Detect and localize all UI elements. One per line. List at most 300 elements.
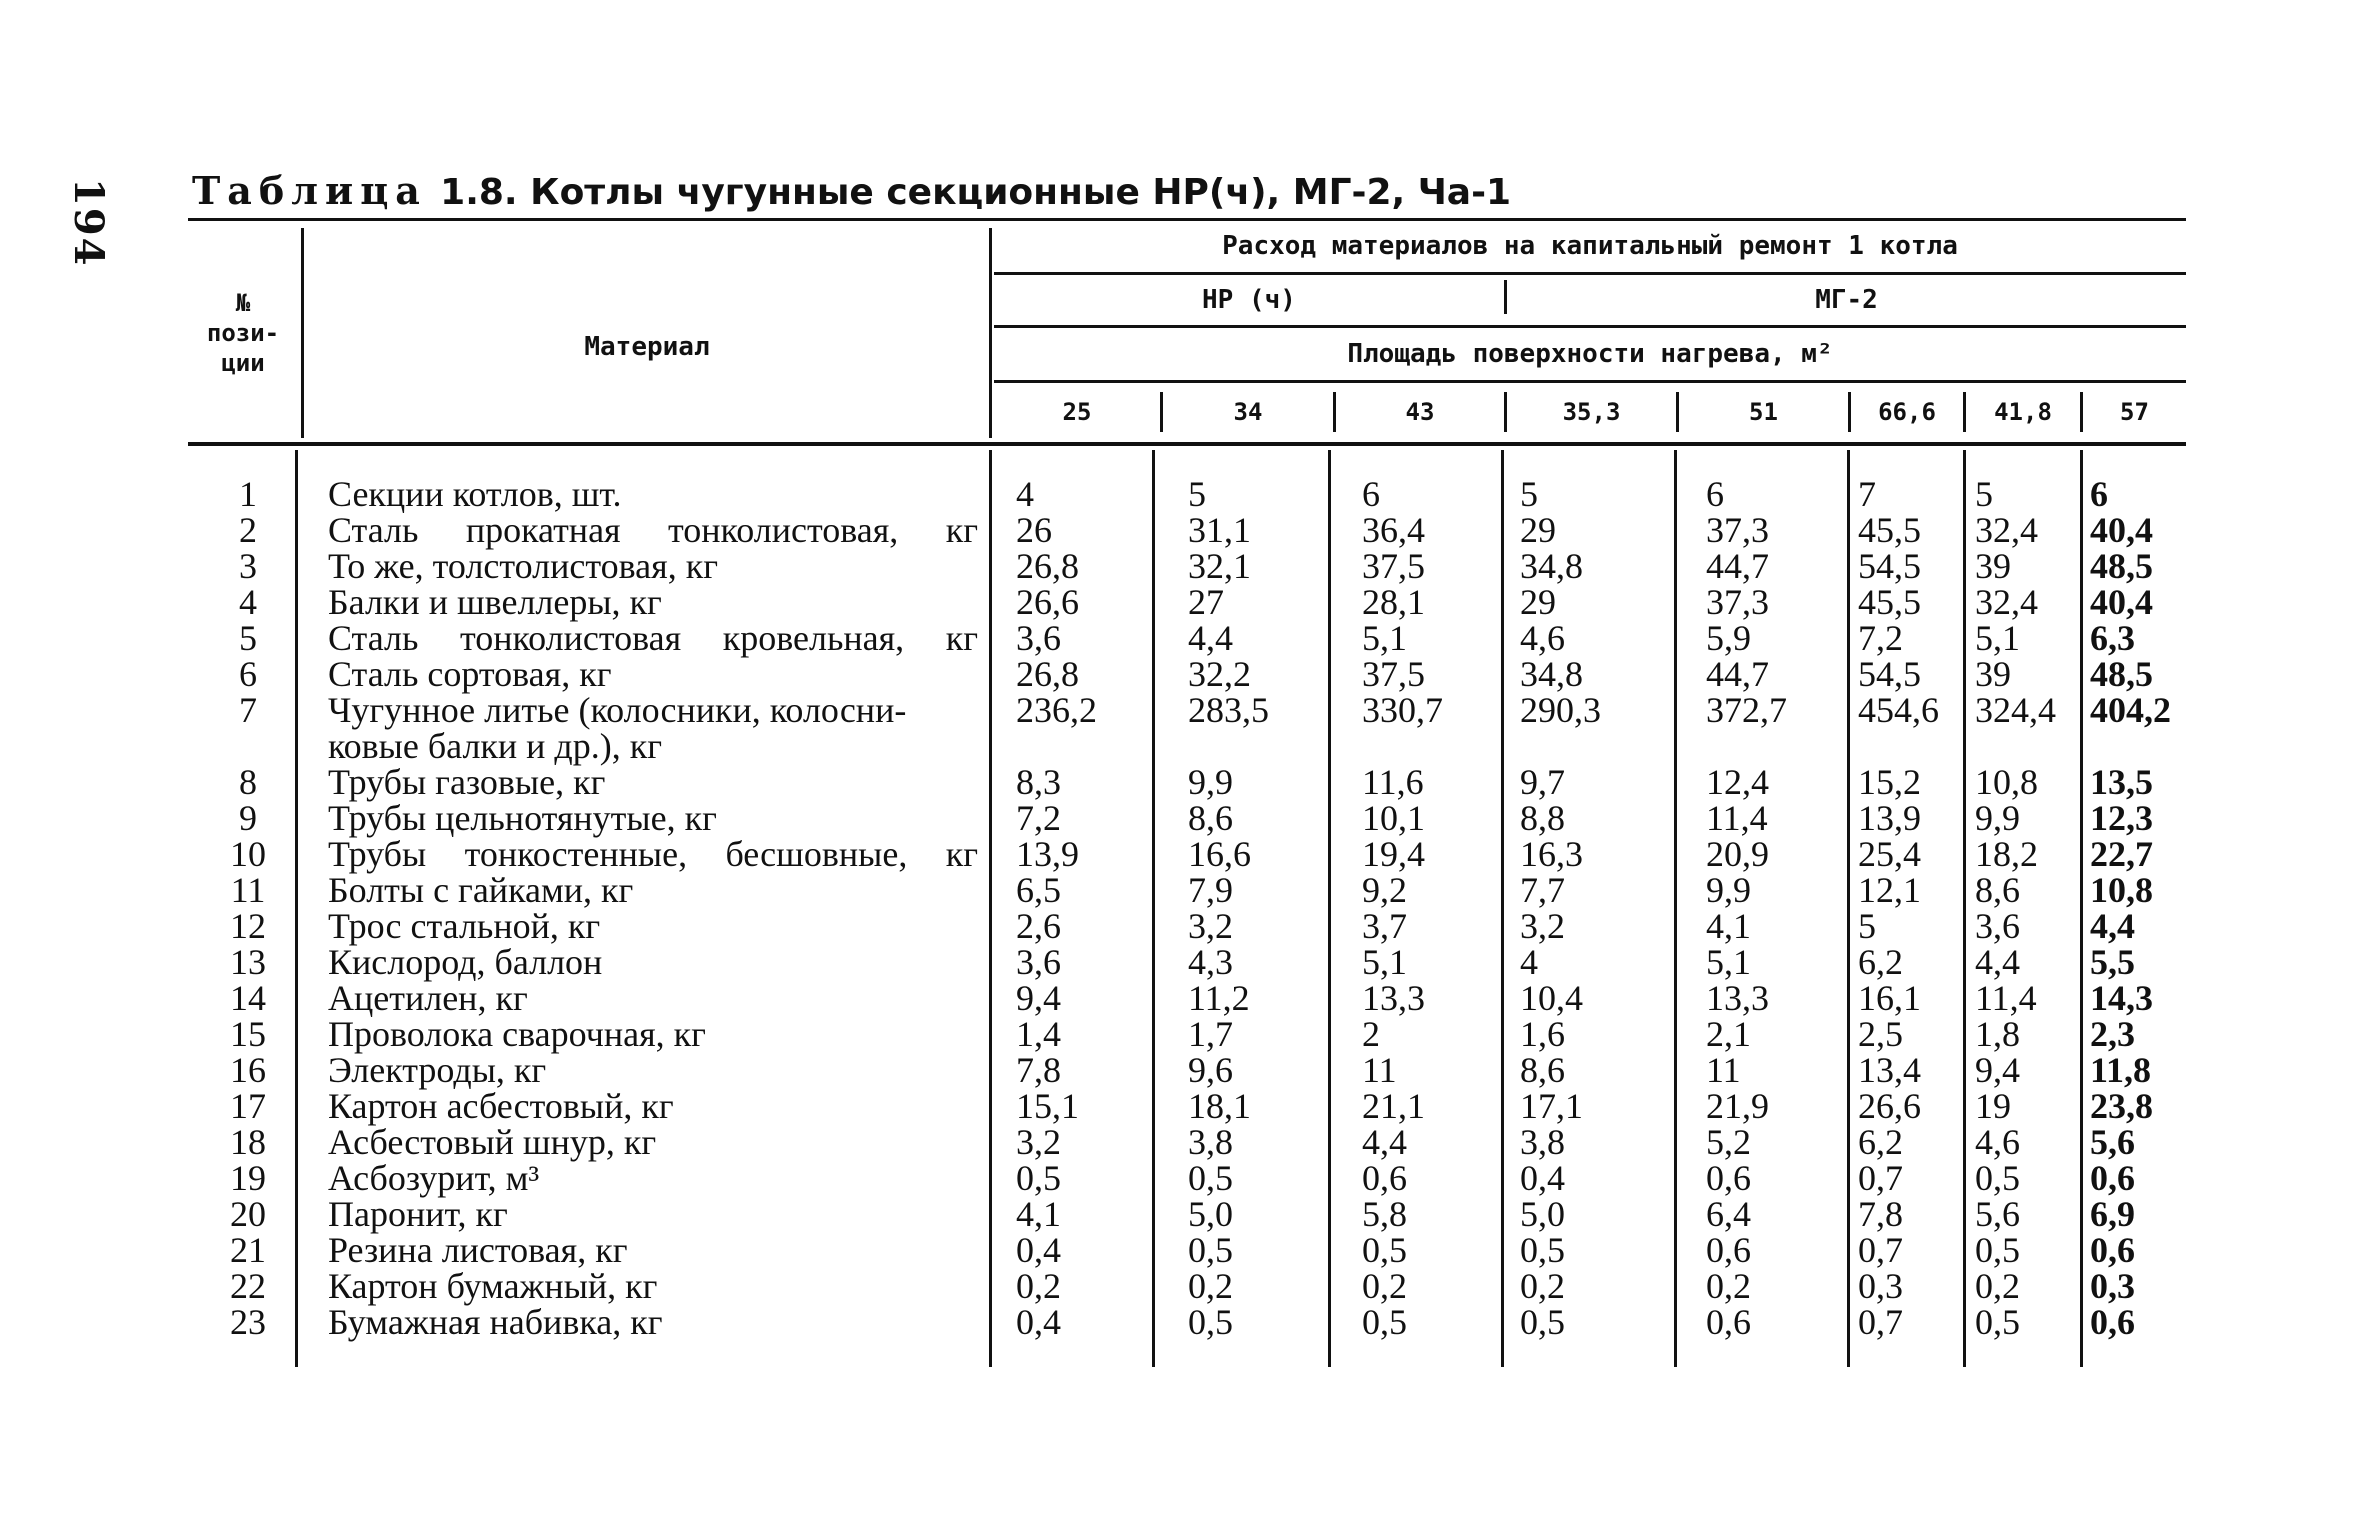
value-cell: 290,3 <box>1520 690 1601 730</box>
value-cell: 2,5 <box>1858 1014 1903 1054</box>
value-cell: 6,2 <box>1858 1122 1903 1162</box>
row-number: 11 <box>230 870 266 910</box>
values-column-51 <box>1706 476 1787 1340</box>
material-word: кг <box>945 834 978 874</box>
header-divider-position <box>301 228 304 438</box>
value-cell: 11,4 <box>1706 798 1768 838</box>
value-cell: 6,3 <box>2090 618 2135 658</box>
header-rule-groups <box>994 325 2186 328</box>
value-cell: 5,6 <box>2090 1122 2135 1162</box>
value-cell: 5,5 <box>2090 942 2135 982</box>
value-cell: 0,5 <box>1520 1230 1565 1270</box>
value-cell: 26,6 <box>1858 1086 1921 1126</box>
material-name <box>328 548 978 584</box>
material-line: Сталь сортовая, кг <box>328 654 612 694</box>
value-cell: 4 <box>1016 474 1034 514</box>
value-cell: 4,4 <box>1362 1122 1407 1162</box>
value-cell: 330,7 <box>1362 690 1443 730</box>
values-column-25 <box>1016 476 1097 1340</box>
value-cell: 5,1 <box>1975 618 2020 658</box>
value-cell: 0,2 <box>1362 1266 1407 1306</box>
value-cell: 5,0 <box>1520 1194 1565 1234</box>
header-position-label <box>188 288 298 378</box>
value-cell: 8,3 <box>1016 762 1061 802</box>
material-word: кг <box>945 618 978 658</box>
material-line: Кислород, баллон <box>328 942 603 982</box>
value-cell: 7,9 <box>1188 870 1233 910</box>
value-cell: 0,5 <box>1188 1230 1233 1270</box>
header-area-6: 66,6 <box>1878 398 1936 426</box>
value-cell: 39 <box>1975 546 2011 586</box>
values-column-35-3 <box>1520 476 1601 1340</box>
value-cell: 283,5 <box>1188 690 1269 730</box>
value-cell: 4,6 <box>1520 618 1565 658</box>
value-cell: 18,1 <box>1188 1086 1251 1126</box>
value-cell: 5,0 <box>1188 1194 1233 1234</box>
value-cell: 0,3 <box>2090 1266 2135 1306</box>
value-cell: 9,9 <box>1188 762 1233 802</box>
value-cell: 20,9 <box>1706 834 1769 874</box>
value-cell: 44,7 <box>1706 546 1769 586</box>
value-cell: 32,4 <box>1975 582 2038 622</box>
header-position-line-3: ции <box>221 349 265 377</box>
material-word: бесшовные, <box>725 834 908 874</box>
value-cell: 37,5 <box>1362 546 1425 586</box>
value-cell: 6,2 <box>1858 942 1903 982</box>
value-cell: 5 <box>1188 474 1206 514</box>
material-word: Трубы <box>328 834 427 874</box>
material-name <box>328 944 978 980</box>
value-cell: 4,4 <box>1975 942 2020 982</box>
row-number: 10 <box>230 834 266 874</box>
material-line: Электроды, кг <box>328 1050 547 1090</box>
value-cell: 12,1 <box>1858 870 1921 910</box>
value-cell: 13,3 <box>1706 978 1769 1018</box>
value-cell: 45,5 <box>1858 582 1921 622</box>
value-cell: 15,1 <box>1016 1086 1079 1126</box>
material-word: тонколистовая <box>459 618 682 658</box>
header-material-label: Материал <box>584 332 710 362</box>
row-number: 22 <box>230 1266 266 1306</box>
material-name <box>328 1088 978 1124</box>
header-area-2: 34 <box>1233 398 1263 426</box>
material-name <box>328 1124 978 1160</box>
value-cell: 10,1 <box>1362 798 1425 838</box>
values-column-66-6 <box>1858 476 1939 1340</box>
value-cell: 2 <box>1362 1014 1380 1054</box>
row-number: 9 <box>239 798 257 838</box>
value-cell: 0,2 <box>1975 1266 2020 1306</box>
value-cell: 5,6 <box>1975 1194 2020 1234</box>
value-cell: 3,2 <box>1016 1122 1061 1162</box>
value-cell: 32,2 <box>1188 654 1251 694</box>
value-cell: 21,9 <box>1706 1086 1769 1126</box>
row-number: 1 <box>239 474 257 514</box>
body-divider-col-4 <box>1674 450 1677 1367</box>
material-name <box>328 656 978 692</box>
header-area-5: 51 <box>1749 398 1778 426</box>
value-cell: 3,2 <box>1520 906 1565 946</box>
value-cell: 0,2 <box>1016 1266 1061 1306</box>
value-cell: 7,8 <box>1858 1194 1903 1234</box>
material-name <box>328 764 978 800</box>
body-divider-col-7 <box>2080 450 2083 1367</box>
row-number: 20 <box>230 1194 266 1234</box>
value-cell: 6 <box>1362 474 1380 514</box>
row-number: 14 <box>230 978 266 1018</box>
body-divider-material <box>989 450 992 1367</box>
value-cell: 6,9 <box>2090 1194 2135 1234</box>
header-position-line-1: № <box>235 289 251 317</box>
value-cell: 0,5 <box>1016 1158 1061 1198</box>
header-position-line-2: пози- <box>206 319 280 347</box>
value-cell: 12,3 <box>2090 798 2153 838</box>
value-cell: 0,2 <box>1520 1266 1565 1306</box>
value-cell: 236,2 <box>1016 690 1097 730</box>
value-cell: 48,5 <box>2090 654 2153 694</box>
value-cell: 0,6 <box>2090 1158 2135 1198</box>
header-divider-material <box>989 228 992 438</box>
value-cell: 17,1 <box>1520 1086 1583 1126</box>
material-column <box>328 476 978 1340</box>
row-number: 15 <box>230 1014 266 1054</box>
value-cell: 6,4 <box>1706 1194 1751 1234</box>
row-number: 4 <box>239 582 257 622</box>
header-bottom-rule <box>188 442 2186 446</box>
row-number: 8 <box>239 762 257 802</box>
row-number: 6 <box>239 654 257 694</box>
material-name <box>328 476 978 512</box>
value-cell: 4,4 <box>1188 618 1233 658</box>
value-cell: 9,6 <box>1188 1050 1233 1090</box>
row-number: 16 <box>230 1050 266 1090</box>
value-cell: 6,5 <box>1016 870 1061 910</box>
value-cell: 0,6 <box>2090 1302 2135 1342</box>
material-name <box>328 1268 978 1304</box>
value-cell: 4,1 <box>1016 1194 1061 1234</box>
value-cell: 28,1 <box>1362 582 1425 622</box>
value-cell: 40,4 <box>2090 510 2153 550</box>
material-line: Асбозурит, м³ <box>328 1158 540 1198</box>
value-cell: 32,4 <box>1975 510 2038 550</box>
value-cell: 4,3 <box>1188 942 1233 982</box>
row-number: 13 <box>230 942 266 982</box>
header-consumption-label: Расход материалов на капитальный ремонт 1 котла <box>1222 231 1958 261</box>
value-cell: 25,4 <box>1858 834 1921 874</box>
row-number: 2 <box>239 510 257 550</box>
material-word: прокатная <box>465 510 621 550</box>
row-number: 7 <box>239 690 257 730</box>
material-name <box>328 584 978 620</box>
value-cell: 454,6 <box>1858 690 1939 730</box>
page-number: 194 <box>65 178 112 268</box>
material-line: Резина листовая, кг <box>328 1230 628 1270</box>
value-cell: 5,8 <box>1362 1194 1407 1234</box>
value-cell: 0,5 <box>1362 1230 1407 1270</box>
value-cell: 0,5 <box>1362 1302 1407 1342</box>
value-cell: 0,5 <box>1188 1302 1233 1342</box>
value-cell: 13,9 <box>1858 798 1921 838</box>
value-cell: 26,8 <box>1016 654 1079 694</box>
value-cell: 8,6 <box>1520 1050 1565 1090</box>
row-number: 12 <box>230 906 266 946</box>
value-cell: 8,6 <box>1188 798 1233 838</box>
material-word: кг <box>945 510 978 550</box>
value-cell: 32,1 <box>1188 546 1251 586</box>
value-cell: 2,1 <box>1706 1014 1751 1054</box>
material-name <box>328 836 978 872</box>
material-name <box>328 1232 978 1268</box>
value-cell: 0,4 <box>1016 1230 1061 1270</box>
value-cell: 7,7 <box>1520 870 1565 910</box>
material-word: кровельная, <box>722 618 905 658</box>
row-number: 3 <box>239 546 257 586</box>
value-cell: 39 <box>1975 654 2011 694</box>
value-cell: 54,5 <box>1858 654 1921 694</box>
material-word: тонколистовая, <box>668 510 899 550</box>
values-column-41-8 <box>1975 476 2056 1340</box>
value-cell: 404,2 <box>2090 690 2171 730</box>
value-cell: 5 <box>1858 906 1876 946</box>
material-line: ковые балки и др.), кг <box>328 726 662 766</box>
material-line: Картон асбестовый, кг <box>328 1086 674 1126</box>
value-cell: 4 <box>1520 942 1538 982</box>
value-cell: 0,5 <box>1975 1230 2020 1270</box>
value-cell: 18,2 <box>1975 834 2038 874</box>
row-number: 19 <box>230 1158 266 1198</box>
value-cell: 9,9 <box>1975 798 2020 838</box>
material-name <box>328 1160 978 1196</box>
value-cell: 0,5 <box>1975 1158 2020 1198</box>
value-cell: 37,3 <box>1706 510 1769 550</box>
value-cell: 9,4 <box>1016 978 1061 1018</box>
value-cell: 0,5 <box>1520 1302 1565 1342</box>
value-cell: 0,6 <box>1362 1158 1407 1198</box>
header-area-label: Площадь поверхности нагрева, м² <box>1347 339 1833 369</box>
values-column-57 <box>2090 476 2171 1340</box>
value-cell: 5,9 <box>1706 618 1751 658</box>
value-cell: 9,2 <box>1362 870 1407 910</box>
value-cell: 13,9 <box>1016 834 1079 874</box>
value-cell: 6 <box>2090 474 2108 514</box>
material-name <box>328 872 978 908</box>
material-line: Ацетилен, кг <box>328 978 528 1018</box>
caption-prefix: Таблица <box>192 168 427 213</box>
value-cell: 0,4 <box>1016 1302 1061 1342</box>
value-cell: 0,6 <box>1706 1302 1751 1342</box>
value-cell: 11,6 <box>1362 762 1424 802</box>
material-name <box>328 1304 978 1340</box>
value-cell: 324,4 <box>1975 690 2056 730</box>
material-name <box>328 1052 978 1088</box>
value-cell: 11 <box>1362 1050 1397 1090</box>
header-group-hr: НР (ч) <box>1202 285 1296 315</box>
value-cell: 8,8 <box>1520 798 1565 838</box>
value-cell: 0,2 <box>1706 1266 1751 1306</box>
value-cell: 5,2 <box>1706 1122 1751 1162</box>
table-caption <box>192 168 1511 213</box>
value-cell: 3,8 <box>1520 1122 1565 1162</box>
material-line: То же, толстолистовая, кг <box>328 546 718 586</box>
position-number-column <box>213 476 283 1340</box>
value-cell: 21,1 <box>1362 1086 1425 1126</box>
header-area-1: 25 <box>1062 398 1092 426</box>
table-top-rule <box>188 218 2186 221</box>
row-number: 21 <box>230 1230 266 1270</box>
value-cell: 34,8 <box>1520 654 1583 694</box>
material-line: Бумажная набивка, кг <box>328 1302 663 1342</box>
body-divider-col-5 <box>1847 450 1850 1367</box>
material-name <box>328 800 978 836</box>
value-cell: 26,6 <box>1016 582 1079 622</box>
material-name <box>328 1196 978 1232</box>
value-cell: 48,5 <box>2090 546 2153 586</box>
value-cell: 1,4 <box>1016 1014 1061 1054</box>
value-cell: 4,1 <box>1706 906 1751 946</box>
value-cell: 7,2 <box>1016 798 1061 838</box>
material-word: Сталь <box>328 618 419 658</box>
row-number: 17 <box>230 1086 266 1126</box>
material-name <box>328 908 978 944</box>
header-area-7: 41,8 <box>1994 398 2052 426</box>
value-cell: 22,7 <box>2090 834 2153 874</box>
value-cell: 1,6 <box>1520 1014 1565 1054</box>
value-cell: 26 <box>1016 510 1052 550</box>
material-line: Асбестовый шнур, кг <box>328 1122 657 1162</box>
material-name <box>328 512 978 548</box>
material-line: Балки и швеллеры, кг <box>328 582 662 622</box>
value-cell: 13,5 <box>2090 762 2153 802</box>
material-name <box>328 980 978 1016</box>
header-rule-area <box>994 380 2186 383</box>
material-name <box>328 692 978 764</box>
value-cell: 16,3 <box>1520 834 1583 874</box>
material-word: Сталь <box>328 510 419 550</box>
value-cell: 7 <box>1858 474 1876 514</box>
value-cell: 372,7 <box>1706 690 1787 730</box>
value-cell: 15,2 <box>1858 762 1921 802</box>
value-cell: 3,6 <box>1016 942 1061 982</box>
value-cell: 0,5 <box>1975 1302 2020 1342</box>
header-area-4: 35,3 <box>1562 398 1621 426</box>
value-cell: 13,3 <box>1362 978 1425 1018</box>
body-divider-col-2 <box>1328 450 1331 1367</box>
header-area-8: 57 <box>2120 398 2149 426</box>
value-cell: 4,6 <box>1975 1122 2020 1162</box>
value-cell: 29 <box>1520 510 1556 550</box>
values-column-43 <box>1362 476 1443 1340</box>
material-line: Болты с гайками, кг <box>328 870 634 910</box>
value-cell: 40,4 <box>2090 582 2153 622</box>
value-cell: 16,1 <box>1858 978 1921 1018</box>
value-cell: 9,4 <box>1975 1050 2020 1090</box>
value-cell: 0,7 <box>1858 1302 1903 1342</box>
value-cell: 0,5 <box>1188 1158 1233 1198</box>
value-cell: 9,7 <box>1520 762 1565 802</box>
value-cell: 36,4 <box>1362 510 1425 550</box>
value-cell: 37,5 <box>1362 654 1425 694</box>
value-cell: 0,6 <box>2090 1230 2135 1270</box>
value-cell: 37,3 <box>1706 582 1769 622</box>
value-cell: 0,6 <box>1706 1158 1751 1198</box>
value-cell: 5 <box>1520 474 1538 514</box>
material-line: Секции котлов, шт. <box>328 474 622 514</box>
row-number: 5 <box>239 618 257 658</box>
material-name <box>328 620 978 656</box>
material-line: Проволока сварочная, кг <box>328 1014 706 1054</box>
value-cell: 0,7 <box>1858 1158 1903 1198</box>
value-cell: 29 <box>1520 582 1556 622</box>
value-cell: 3,6 <box>1016 618 1061 658</box>
value-cell: 0,4 <box>1520 1158 1565 1198</box>
caption-title: 1.8. Котлы чугунные секционные НР(ч), МГ-2, Ча-1 <box>440 172 1512 213</box>
value-cell: 3,2 <box>1188 906 1233 946</box>
value-cell: 11,8 <box>2090 1050 2152 1090</box>
value-cell: 16,6 <box>1188 834 1251 874</box>
body-divider-col-3 <box>1501 450 1504 1367</box>
value-cell: 2,6 <box>1016 906 1061 946</box>
value-cell: 0,2 <box>1188 1266 1233 1306</box>
material-name <box>328 1016 978 1052</box>
value-cell: 54,5 <box>1858 546 1921 586</box>
value-cell: 0,3 <box>1858 1266 1903 1306</box>
value-cell: 7,2 <box>1858 618 1903 658</box>
value-cell: 10,8 <box>1975 762 2038 802</box>
value-cell: 8,6 <box>1975 870 2020 910</box>
value-cell: 4,4 <box>2090 906 2135 946</box>
body-divider-position <box>295 450 298 1367</box>
value-cell: 31,1 <box>1188 510 1251 550</box>
value-cell: 14,3 <box>2090 978 2153 1018</box>
value-cell: 5,1 <box>1362 942 1407 982</box>
value-cell: 1,7 <box>1188 1014 1233 1054</box>
header-group-mg2: МГ-2 <box>1815 285 1878 315</box>
material-word: тонкостенные, <box>464 834 688 874</box>
values-column-34 <box>1188 476 1269 1340</box>
value-cell: 5,1 <box>1362 618 1407 658</box>
value-cell: 3,6 <box>1975 906 2020 946</box>
value-cell: 3,7 <box>1362 906 1407 946</box>
value-cell: 23,8 <box>2090 1086 2153 1126</box>
value-cell: 9,9 <box>1706 870 1751 910</box>
value-cell: 3,8 <box>1188 1122 1233 1162</box>
body-divider-col-6 <box>1963 450 1966 1367</box>
header-area-3: 43 <box>1405 398 1435 426</box>
value-cell: 11 <box>1706 1050 1741 1090</box>
material-line: Трубы цельнотянутые, кг <box>328 798 717 838</box>
value-cell: 19,4 <box>1362 834 1425 874</box>
body-divider-col-1 <box>1152 450 1155 1367</box>
value-cell: 11,2 <box>1188 978 1250 1018</box>
value-cell: 0,6 <box>1706 1230 1751 1270</box>
value-cell: 45,5 <box>1858 510 1921 550</box>
material-line: Чугунное литье (колосники, колосни- <box>328 690 907 730</box>
value-cell: 34,8 <box>1520 546 1583 586</box>
value-cell: 0,7 <box>1858 1230 1903 1270</box>
material-line: Картон бумажный, кг <box>328 1266 658 1306</box>
value-cell: 27 <box>1188 582 1224 622</box>
value-cell: 1,8 <box>1975 1014 2020 1054</box>
material-line: Паронит, кг <box>328 1194 508 1234</box>
value-cell: 12,4 <box>1706 762 1769 802</box>
row-number: 23 <box>230 1302 266 1342</box>
material-line: Трос стальной, кг <box>328 906 601 946</box>
value-cell: 10,8 <box>2090 870 2153 910</box>
value-cell: 44,7 <box>1706 654 1769 694</box>
row-number: 18 <box>230 1122 266 1162</box>
value-cell: 5,1 <box>1706 942 1751 982</box>
value-cell: 6 <box>1706 474 1724 514</box>
